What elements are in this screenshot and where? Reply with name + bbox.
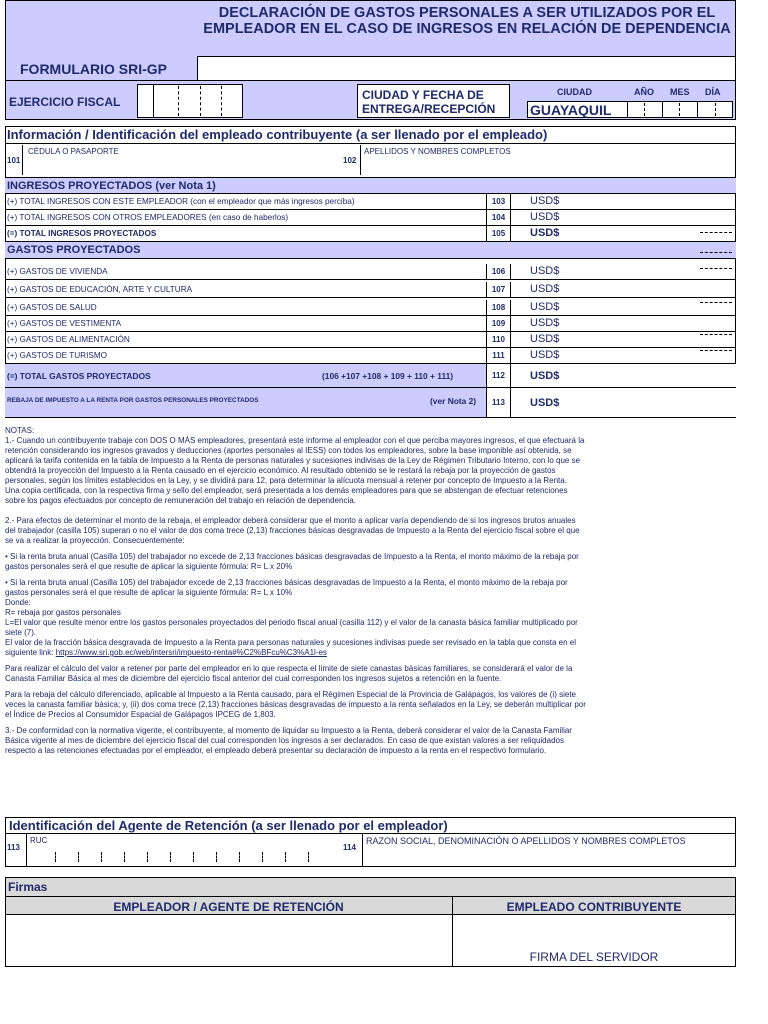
ciudad-input[interactable]: [527, 101, 628, 118]
ruc-divider: [101, 852, 102, 862]
title-box: [197, 0, 736, 57]
note-line: Para realizar el cálculo del valor a retener por parte del empleador en lo que respecta el límite de siete canastas básicas familiares, se considerará el valor de la: [5, 664, 573, 673]
razon-label: RAZON SOCIAL, DENOMINACIÓN O APELLIDOS Y NOMBRES COMPLETOS: [366, 836, 686, 846]
firmas-header: [5, 877, 736, 897]
col-mes-label: MES: [670, 87, 690, 97]
firma-servidor-label: FIRMA DEL SERVIDOR: [529, 950, 659, 964]
code-110: 110: [486, 332, 511, 347]
ingresos-title: INGRESOS PROYECTADOS (ver Nota 1): [7, 180, 216, 192]
ruc-divider: [239, 852, 240, 862]
gasto-value-106[interactable]: USD$: [530, 265, 560, 277]
ciudad-fecha-label: CIUDAD Y FECHA DE ENTREGA/RECEPCIÓN: [362, 88, 496, 116]
note-3: [5, 726, 741, 756]
note-2-bullet-1: [5, 552, 741, 572]
ingreso-label-105: (=) TOTAL INGRESOS PROYECTADOS: [7, 229, 157, 238]
note-line: Canasta Familiar Básica al mes de diciembre del ejercicio fiscal anterior del cual corresponden los ingresos sujetos a retención en la fuente.: [5, 674, 502, 683]
date-divider: [679, 103, 680, 116]
note-line: 1.- Cuando un contribuyente trabaje con DOS O MÁS empleadores, presentará este informe al empleador con el que perciba mayores ingresos, el que efectuará la: [5, 436, 585, 445]
note-line: se va a realizar la proyección. Consecuentemente:: [5, 536, 185, 545]
col-anio-label: AÑO: [634, 87, 654, 97]
note-line: del trabajador (casilla 105) superan o no el valor de dos coma trece (2,13) fracciones básicas desgravadas de Impuesto a la Renta del ejercicio fiscal sobre el que: [5, 526, 580, 535]
note-line: [5, 648, 741, 658]
gasto-row-108: [5, 300, 736, 316]
gasto-label-107: (+) GASTOS DE EDUCACIÓN, ARTE Y CULTURA: [7, 285, 193, 294]
gasto-row-107: [5, 282, 736, 298]
page-title: DECLARACIÓN DE GASTOS PERSONALES A SER UTILIZADOS POR EL EMPLEADOR EN EL CASO DE INGRESOS EN RELACIÓN DE DEPENDENCIA: [203, 5, 731, 37]
total-gastos-formula: (106 +107 +108 + 109 + 110 + 111): [322, 371, 454, 381]
gasto-label-106: (+) GASTOS DE VIVIENDA: [7, 267, 108, 276]
col-dia-label: DÍA: [705, 87, 721, 97]
code-104: 104: [486, 210, 511, 225]
note-line: Básica vigente al mes de diciembre del ejercicio fiscal del cual corresponden los ingresos a ser declarados. En caso de que existan valores a ser reliquidados: [5, 736, 564, 745]
note-2-bullet-2: [5, 578, 741, 658]
ruc-divider: [170, 852, 171, 862]
ruc-divider: [262, 852, 263, 862]
gasto-row-111: [5, 348, 736, 364]
title-spacer: [197, 57, 736, 81]
razon-input[interactable]: [362, 834, 736, 866]
note-2: [5, 516, 741, 546]
rebaja-value: USD$: [530, 397, 560, 409]
note-line: L=El valor que resulte menor entre los gastos personales proyectados del periodo fiscal anual (casilla 112) y el valor de la canasta básica familiar multiplicado por: [5, 618, 578, 627]
gasto-label-109: (+) GASTOS DE VESTIMENTA: [7, 319, 122, 328]
info-title: Información / Identificación del empleado contribuyente (a ser llenado por el empleado): [7, 127, 548, 142]
note-line: El valor de la fracción básica desgravada de Impuesto a la Renta para personas naturales y sucesiones indivisas puede ser revisado en la tabla que consta en el: [5, 638, 577, 647]
empleador-label: EMPLEADOR / AGENTE DE RETENCIÓN: [113, 900, 344, 914]
form-name: FORMULARIO SRI-GP: [20, 61, 167, 77]
rebaja-label: REBAJA DE IMPUESTO A LA RENTA POR GASTOS PERSONALES PROYECTADOS: [7, 397, 259, 404]
c101-code: 101: [7, 156, 21, 165]
gasto-label-110: (+) GASTOS DE ALIMENTACIÓN: [7, 335, 130, 344]
note-line: Una copia certificada, con la respectiva firma y sello del empleador, será presentada a los demás empleadores para que se abstengan de efectuar retenciones: [5, 486, 568, 495]
gasto-value-108[interactable]: USD$: [530, 301, 560, 313]
agente-title: Identificación del Agente de Retención (a ser llenado por el empleador): [9, 818, 448, 833]
anio-input[interactable]: [627, 101, 663, 118]
gasto-row-106: [5, 264, 736, 280]
gastos-title: GASTOS PROYECTADOS: [7, 244, 141, 256]
ruc-input[interactable]: [26, 834, 342, 866]
empleado-label: EMPLEADO CONTRIBUYENTE: [506, 900, 682, 914]
cedula-input[interactable]: [22, 145, 342, 175]
ejercicio-label: EJERCICIO FISCAL: [9, 95, 121, 109]
ejercicio-box-2[interactable]: [153, 84, 243, 118]
col-ciudad-label: CIUDAD: [557, 87, 592, 97]
note-link-prefix: siguiente link:: [5, 648, 56, 657]
sri-link[interactable]: https://www.sri.gob.ec/web/intersri/impuesto-renta#%C2%BFcu%C3%A1l-es: [55, 648, 327, 657]
note-line: Donde:: [5, 598, 31, 607]
ciudad-value: GUAYAQUIL: [530, 102, 612, 118]
code-107: 107: [486, 282, 511, 297]
note-line: gastos personales será el que resulte de aplicar la siguiente fórmula: R= L x 10%: [5, 588, 293, 597]
total-gastos-value: USD$: [530, 370, 560, 382]
notes-title: NOTAS:: [5, 426, 35, 435]
ingreso-row-105: [5, 226, 736, 242]
code-112: 112: [486, 364, 511, 387]
gasto-label-108: (+) GASTOS DE SALUD: [7, 303, 97, 312]
ejercicio-divider: [200, 86, 201, 116]
nombres-input[interactable]: [360, 145, 736, 175]
rebaja-row: [5, 388, 736, 417]
total-gastos-row: [5, 364, 736, 388]
code-111: 111: [486, 348, 511, 363]
dash-mark: [700, 350, 732, 351]
ruc-divider: [78, 852, 79, 862]
date-divider: [715, 103, 716, 116]
ejercicio-divider: [178, 86, 179, 116]
rebaja-note: (ver Nota 2): [430, 396, 477, 406]
c101-label: CÉDULA O PASAPORTE: [28, 147, 119, 156]
note-line: • Si la renta bruta anual (Casilla 105) del trabajador excede de 2,13 fracciones básicas desgravadas de Impuesto a la Renta, el monto máximo de la rebaja por: [5, 578, 568, 587]
ingreso-row-104: [5, 210, 736, 226]
gasto-value-111[interactable]: USD$: [530, 349, 560, 361]
rebaja-input[interactable]: [511, 388, 736, 417]
gastos-header: [5, 242, 736, 259]
dash-mark: [700, 334, 732, 335]
note-line: gastos personales será el que resulte de aplicar la siguiente fórmula: R= L x 20%: [5, 562, 293, 571]
ingresos-header: [5, 177, 736, 194]
gasto-value-107[interactable]: USD$: [530, 283, 560, 295]
notes-block: [5, 426, 741, 762]
date-divider: [644, 103, 645, 116]
ruc-divider: [147, 852, 148, 862]
note-line: aplicará la tarifa contenida en la tabla de Impuesto a la Renta de personas naturales y sucesiones indivisas de la Ley de Régimen Tributario Interno, con lo que se: [5, 456, 581, 465]
code-108: 108: [486, 300, 511, 315]
ingreso-value-104[interactable]: USD$: [530, 211, 560, 223]
dash-mark: [700, 268, 732, 269]
ejercicio-box-1[interactable]: [137, 84, 154, 118]
c114-code: 114: [343, 843, 356, 852]
gasto-value-110[interactable]: USD$: [530, 333, 560, 345]
ingreso-value-105[interactable]: USD$: [530, 227, 560, 239]
total-gastos-label: (=) TOTAL GASTOS PROYECTADOS: [7, 371, 151, 381]
ruc-divider: [285, 852, 286, 862]
ejercicio-divider: [221, 86, 222, 116]
gasto-label-111: (+) GASTOS DE TURISMO: [7, 351, 108, 360]
note-line: R= rebaja por gastos personales: [5, 608, 121, 617]
total-gastos-input[interactable]: [511, 364, 736, 387]
mes-input[interactable]: [662, 101, 698, 118]
ruc-divider: [55, 852, 56, 862]
firmas-title: Firmas: [8, 880, 48, 894]
ingreso-value-103[interactable]: USD$: [530, 195, 560, 207]
ingreso-label-104: (+) TOTAL INGRESOS CON OTROS EMPLEADORES (en caso de haberlos): [7, 213, 289, 222]
note-1: [5, 436, 741, 506]
note-line: respecto a las retenciones efectuadas por el empleador, el empleado deberá presentar su declaración de impuesto a la renta en el respectivo formulario.: [5, 746, 547, 755]
c113-ag-code: 113: [7, 843, 20, 852]
ruc-label: RUC: [30, 836, 48, 845]
note-line: veces la canasta familiar básica; y, (ii) dos coma trece (2,13) fracciones básicas desgravadas de impuesto a la renta señalados en la Ley, se deberán multiplicar por: [5, 700, 586, 709]
note-line: 2.- Para efectos de determinar el monto de la rebaja, el empleador deberá considerar que el monto a aplicar varía dependiendo de si los ingresos brutos anuales: [5, 516, 576, 525]
note-line: 3.- De conformidad con la normativa vigente, el contribuyente, al momento de liquidar su Impuesto a la Renta, deberá considerar el valor de la Canasta Familiar: [5, 726, 572, 735]
code-109: 109: [486, 316, 511, 331]
code-105: 105: [486, 226, 511, 241]
ruc-divider: [308, 852, 309, 862]
dash-mark: [700, 232, 732, 233]
code-113: 113: [486, 388, 511, 417]
note-line: siete (7).: [5, 628, 37, 637]
note-line: sobre los pagos efectuados por concepto de remuneración del trabajo en relación de dependencia.: [5, 496, 356, 505]
ingreso-row-103: [5, 194, 736, 210]
note-line: el Índice de Precios al Consumidor Espacial de Galápagos IPCEG de 1,803.: [5, 710, 276, 719]
note-2-paragraph-3: [5, 664, 741, 684]
note-line: personales, según los límites establecidos en la Ley, y se dividirá para 12, para determinar la alícuota mensual a retener por concepto de Impuesto a la Renta.: [5, 476, 567, 485]
ruc-divider: [124, 852, 125, 862]
note-2-paragraph-4: [5, 690, 741, 720]
gasto-row-110: [5, 332, 736, 348]
empleador-signature-area[interactable]: [6, 916, 452, 966]
c102-label: APELLIDOS Y NOMBRES COMPLETOS: [364, 147, 511, 156]
note-line: • Si la renta bruta anual (Casilla 105) del trabajador no excede de 2,13 fracciones básicas desgravadas de Impuesto a la Renta, el monto máximo de la rebaja por: [5, 552, 579, 561]
ruc-divider: [193, 852, 194, 862]
ruc-divider: [216, 852, 217, 862]
code-103: 103: [486, 194, 511, 209]
gasto-row-109: [5, 316, 736, 332]
note-line: retención considerando los ingresos gravados y deducciones (aportes personales al IESS) con todos los empleadores, sobre la base imponible así obtenida, se: [5, 446, 572, 455]
dash-mark: [700, 302, 732, 303]
gasto-value-109[interactable]: USD$: [530, 317, 560, 329]
code-106: 106: [486, 264, 511, 279]
form-name-box: [5, 0, 198, 81]
note-line: Para la rebaja del cálculo diferenciado, aplicable al Impuesto a la Renta causado, para el Régimen Especial de la Provincia de Galápagos, los valores de (i) siete: [5, 690, 576, 699]
note-line: obtendrá la proyección del Impuesto a la Renta causado en el ejercicio económico. Al resultado obtenido se le restará la rebaja por la proyección de gastos: [5, 466, 556, 475]
c102-code: 102: [343, 156, 357, 165]
ingreso-label-103: (+) TOTAL INGRESOS CON ESTE EMPLEADOR (con el empleador que más ingresos perciba): [7, 197, 355, 206]
dash-mark: [700, 252, 732, 253]
